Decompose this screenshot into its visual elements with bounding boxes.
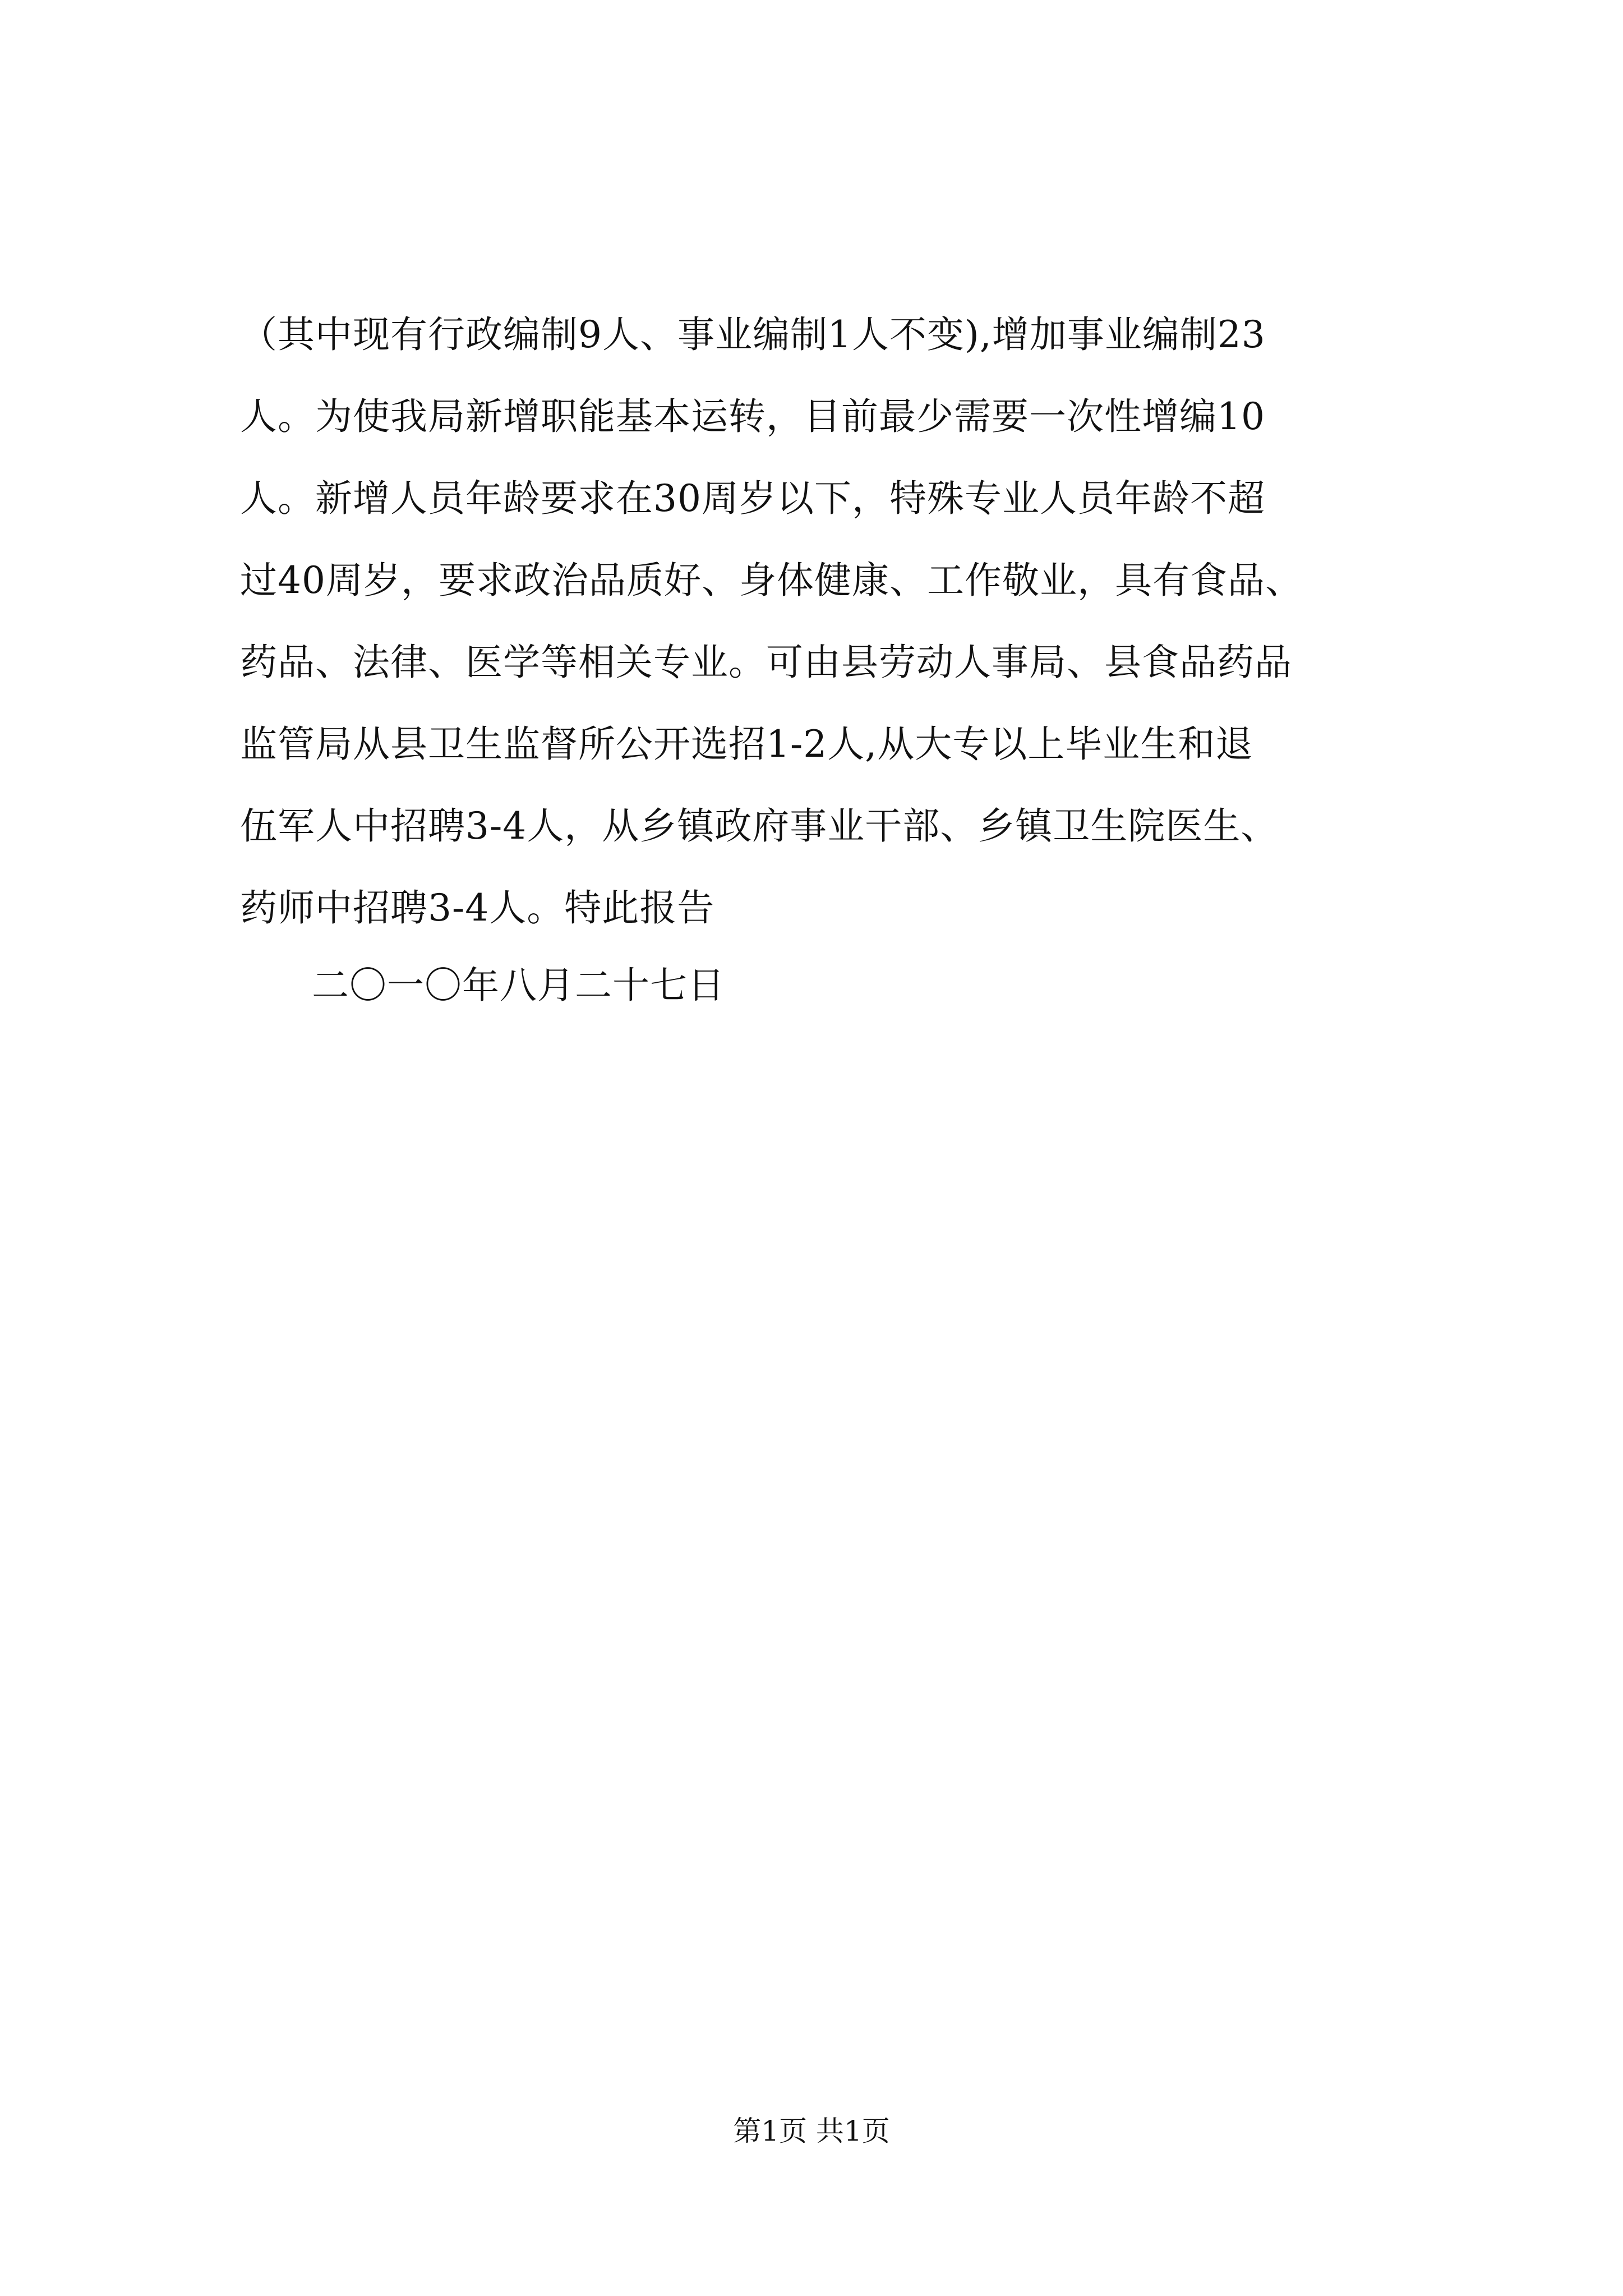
text-line: 人。新增人员年龄要求在30周岁以下，特殊专业人员年龄不超 (240, 477, 1265, 520)
text-line: 监管局从县卫生监督所公开选招1-2人,从大专以上毕业生和退 (240, 723, 1253, 766)
text-line: 药师中招聘3-4人。特此报告 (240, 886, 715, 930)
report-date: 二〇一〇年八月二十七日 (312, 964, 725, 1007)
text-line: 伍军人中招聘3-4人，从乡镇政府事业干部、乡镇卫生院医生、 (240, 804, 1279, 848)
page-footer: 第1页 共1页 (733, 2115, 890, 2147)
text-line: 药品、法律、医学等相关专业。可由县劳动人事局、县食品药品 (240, 641, 1292, 684)
text-line: （其中现有行政编制9人、事业编制1人不变),增加事业编制23 (240, 313, 1266, 356)
text-line: 人。为使我局新增职能基本运转，目前最少需要一次性增编10 (240, 395, 1265, 438)
text-line: 过40周岁，要求政治品质好、身体健康、工作敬业，具有食品、 (240, 559, 1303, 602)
